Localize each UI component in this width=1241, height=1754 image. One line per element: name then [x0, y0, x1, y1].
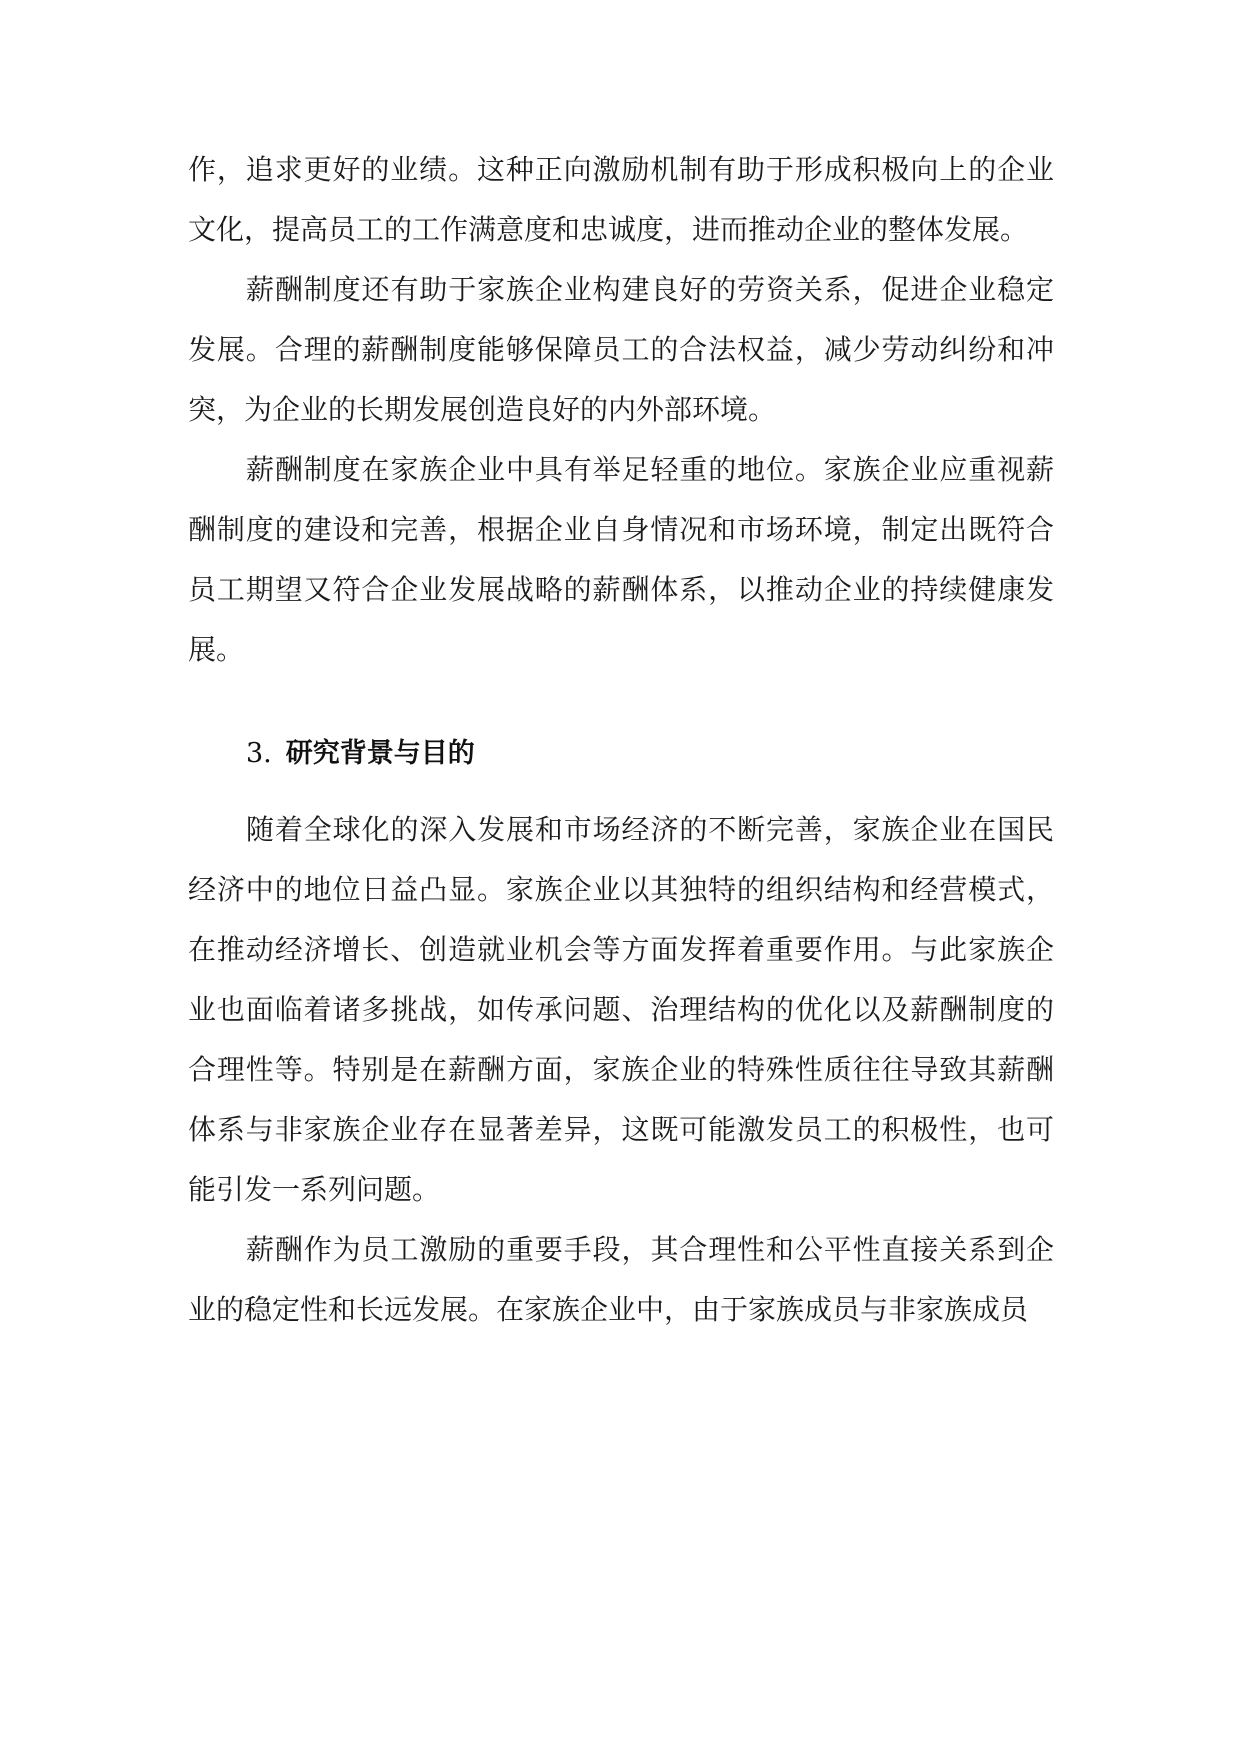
paragraph-background: 随着全球化的深入发展和市场经济的不断完善，家族企业在国民经济中的地位日益凸显。家族企业以其独特的组织结构和经营模式，在推动经济增长、创造就业机会等方面发挥着重要作用。与此家族企业也面临着诸多挑战，如传承问题、治理结构的优化以及薪酬制度的合理性等。特别是在薪酬方面，家族企业的特殊性质往往导致其薪酬体系与非家族企业存在显著差异，这既可能激发员工的积极性，也可能引发一系列问题。 [188, 813, 1054, 1206]
paragraph-importance: 薪酬制度在家族企业中具有举足轻重的地位。家族企业应重视薪酬制度的建设和完善，根据企业自身情况和市场环境，制定出既符合员工期望又符合企业发展战略的薪酬体系，以推动企业的持续健康发展。 [188, 453, 1054, 666]
document-body [188, 140, 1054, 1340]
paragraph-compensation: 薪酬作为员工激励的重要手段，其合理性和公平性直接关系到企业的稳定性和长远发展。在家族企业中，由于家族成员与非家族成员 [188, 1233, 1054, 1326]
section-title: 研究背景与目的 [285, 738, 475, 769]
section-heading [188, 724, 1054, 784]
paragraph-labor-relations: 薪酬制度还有助于家族企业构建良好的劳资关系，促进企业稳定发展。合理的薪酬制度能够保障员工的合法权益，减少劳动纠纷和冲突，为企业的长期发展创造良好的内外部环境。 [188, 273, 1054, 426]
section-number: 3. [246, 738, 272, 769]
paragraph-continuation: 作，追求更好的业绩。这种正向激励机制有助于形成积极向上的企业文化，提高员工的工作满意度和忠诚度，进而推动企业的整体发展。 [188, 153, 1054, 246]
